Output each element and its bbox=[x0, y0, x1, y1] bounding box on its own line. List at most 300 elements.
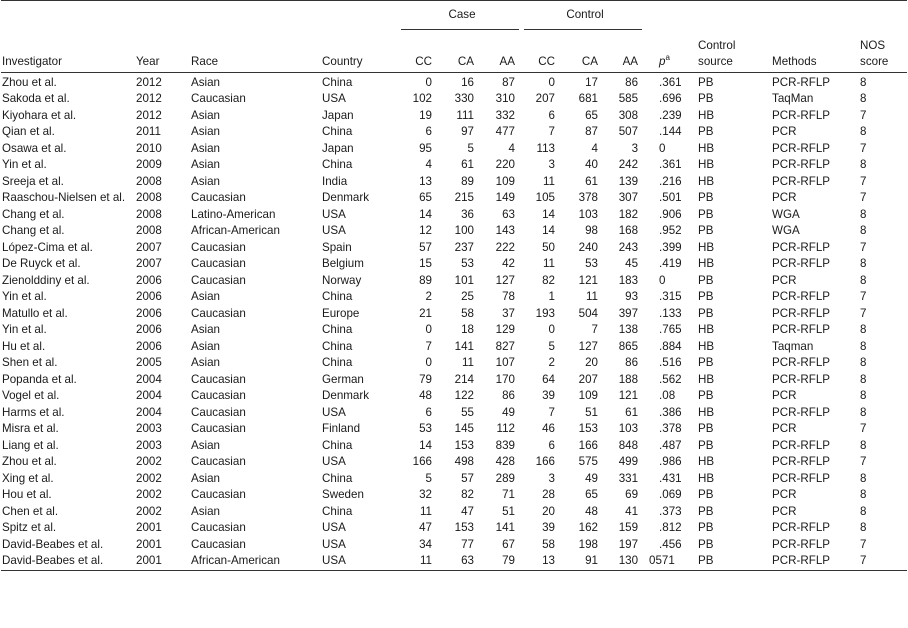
cell-p-value: .08 bbox=[659, 389, 676, 402]
cell-control-ca: 198 bbox=[578, 537, 598, 551]
cell-control-source: PB bbox=[698, 125, 714, 138]
cell-method: PCR-RFLP bbox=[772, 554, 831, 567]
cell-country: China bbox=[322, 356, 353, 369]
cell-control-source: PB bbox=[698, 389, 714, 402]
cell-case-cc: 21 bbox=[419, 306, 432, 320]
cell-control-ca: 207 bbox=[578, 372, 598, 386]
cell-case-aa: 86 bbox=[502, 389, 515, 402]
cell-control-cc: 207 bbox=[535, 92, 555, 105]
cell-investigator: Yin et al. bbox=[2, 323, 47, 336]
cell-case-cc: 95 bbox=[419, 141, 432, 155]
cell-method: PCR-RFLP bbox=[772, 323, 831, 336]
cell-year: 2002 bbox=[136, 471, 162, 485]
cell-race: Caucasian bbox=[191, 191, 246, 204]
cell-method: PCR-RFLP bbox=[772, 75, 831, 89]
column-header-row bbox=[1, 30, 907, 73]
cell-control-cc: 0 bbox=[548, 75, 555, 89]
cell-nos-score: 8 bbox=[860, 339, 867, 353]
cell-case-ca: 61 bbox=[461, 158, 474, 171]
cell-race: Asian bbox=[191, 504, 221, 518]
table-row bbox=[1, 537, 907, 554]
cell-case-cc: 12 bbox=[419, 224, 432, 237]
cell-p-value: .696 bbox=[659, 92, 682, 105]
cell-race: Caucasian bbox=[191, 372, 246, 386]
cell-case-aa: 143 bbox=[495, 224, 515, 237]
table-row bbox=[1, 174, 907, 191]
cell-case-cc: 6 bbox=[425, 125, 432, 138]
cell-case-aa: 289 bbox=[495, 471, 515, 485]
cell-case-ca: 63 bbox=[461, 554, 474, 567]
cell-case-cc: 0 bbox=[425, 323, 432, 336]
cell-case-cc: 47 bbox=[419, 521, 432, 534]
cell-case-ca: 47 bbox=[461, 504, 474, 518]
cell-case-cc: 2 bbox=[425, 290, 432, 303]
table-row bbox=[1, 157, 907, 174]
cell-control-source: HB bbox=[698, 323, 715, 336]
cell-case-ca: 57 bbox=[461, 471, 474, 485]
cell-nos-score: 8 bbox=[860, 257, 867, 270]
cell-control-aa: 188 bbox=[618, 372, 639, 386]
cell-case-aa: 67 bbox=[502, 537, 515, 551]
cell-method: PCR-RFLP bbox=[772, 290, 831, 303]
group-header-row bbox=[1, 1, 907, 30]
cell-method: PCR-RFLP bbox=[772, 471, 831, 485]
cell-case-aa: 839 bbox=[495, 438, 515, 452]
cell-investigator: Zienolddiny et al. bbox=[2, 273, 90, 287]
cell-control-source: PB bbox=[698, 504, 714, 518]
table-row bbox=[1, 240, 907, 257]
cell-control-aa: 865 bbox=[618, 339, 639, 353]
cell-method: PCR-RFLP bbox=[772, 306, 831, 320]
cell-p-value: .144 bbox=[659, 125, 682, 138]
cell-year: 2003 bbox=[136, 438, 162, 452]
cell-year: 2001 bbox=[136, 537, 162, 551]
cell-investigator: Sreeja et al. bbox=[2, 174, 64, 188]
cell-control-source: PB bbox=[698, 290, 714, 303]
cell-year: 2006 bbox=[136, 306, 162, 320]
cell-control-source: PB bbox=[698, 273, 714, 287]
cell-case-cc: 102 bbox=[412, 92, 432, 105]
cell-case-aa: 49 bbox=[502, 405, 515, 419]
cell-case-cc: 15 bbox=[419, 257, 432, 270]
cell-p-value: 0 bbox=[659, 273, 666, 287]
cell-case-aa: 37 bbox=[502, 306, 515, 320]
cell-control-aa: 182 bbox=[618, 207, 639, 221]
cell-method: PCR-RFLP bbox=[772, 521, 831, 534]
cell-investigator: Shen et al. bbox=[2, 356, 58, 369]
cell-control-aa: 397 bbox=[618, 306, 639, 320]
cell-investigator: Sakoda et al. bbox=[2, 92, 70, 105]
cell-year: 2007 bbox=[136, 257, 162, 270]
cell-nos-score: 8 bbox=[860, 224, 867, 237]
cell-race: Asian bbox=[191, 108, 221, 122]
cell-investigator: Matullo et al. bbox=[2, 306, 68, 320]
cell-nos-score: 7 bbox=[860, 455, 867, 468]
cell-investigator: Kiyohara et al. bbox=[2, 108, 77, 122]
cell-p-value: .419 bbox=[659, 257, 682, 270]
cell-p-value: .487 bbox=[659, 438, 682, 452]
col-control-source: Control source bbox=[698, 38, 736, 68]
cell-nos-score: 8 bbox=[860, 158, 867, 171]
cell-method: PCR bbox=[772, 191, 797, 204]
cell-case-aa: 79 bbox=[502, 554, 515, 567]
cell-year: 2008 bbox=[136, 207, 162, 221]
cell-control-source: PB bbox=[698, 191, 714, 204]
cell-control-cc: 64 bbox=[542, 372, 555, 386]
cell-control-aa: 121 bbox=[618, 389, 639, 402]
cell-control-ca: 7 bbox=[591, 323, 598, 336]
cell-case-cc: 34 bbox=[419, 537, 432, 551]
cell-year: 2006 bbox=[136, 323, 162, 336]
cell-control-aa: 159 bbox=[618, 521, 639, 534]
cell-control-aa: 138 bbox=[618, 323, 639, 336]
cell-case-ca: 89 bbox=[461, 174, 474, 188]
cell-method: PCR-RFLP bbox=[772, 537, 831, 551]
cell-country: China bbox=[322, 158, 353, 171]
cell-investigator: Vogel et al. bbox=[2, 389, 60, 402]
cell-year: 2012 bbox=[136, 108, 162, 122]
cell-control-cc: 3 bbox=[548, 471, 555, 485]
cell-year: 2009 bbox=[136, 158, 162, 171]
cell-investigator: Qian et al. bbox=[2, 125, 55, 138]
cell-case-ca: 16 bbox=[461, 75, 474, 89]
cell-p-value: .501 bbox=[659, 191, 682, 204]
cell-case-ca: 111 bbox=[456, 108, 474, 122]
cell-p-value: .906 bbox=[659, 207, 682, 221]
cell-nos-score: 8 bbox=[860, 273, 867, 287]
cell-control-ca: 49 bbox=[585, 471, 598, 485]
cell-country: Denmark bbox=[322, 191, 370, 204]
cell-control-cc: 39 bbox=[542, 389, 555, 402]
cell-control-ca: 11 bbox=[585, 290, 598, 303]
cell-method: PCR bbox=[772, 389, 797, 402]
cell-nos-score: 7 bbox=[860, 422, 867, 435]
table-row bbox=[1, 108, 907, 125]
cell-case-ca: 82 bbox=[461, 488, 474, 501]
cell-p-value: .069 bbox=[659, 488, 682, 501]
cell-race: Asian bbox=[191, 174, 221, 188]
cell-nos-score: 7 bbox=[860, 240, 867, 254]
cell-control-source: HB bbox=[698, 339, 715, 353]
cell-year: 2001 bbox=[136, 521, 162, 534]
col-country: Country bbox=[322, 54, 363, 68]
cell-case-cc: 14 bbox=[419, 438, 432, 452]
cell-nos-score: 8 bbox=[860, 323, 867, 336]
cell-investigator: Chang et al. bbox=[2, 224, 65, 237]
cell-p-value: .431 bbox=[659, 471, 682, 485]
cell-case-aa: 42 bbox=[502, 257, 515, 270]
cell-investigator: López-Cima et al. bbox=[2, 240, 93, 254]
cell-race: Caucasian bbox=[191, 405, 246, 419]
cell-race: Caucasian bbox=[191, 92, 246, 105]
cell-method: PCR bbox=[772, 273, 797, 287]
cell-case-ca: 330 bbox=[454, 92, 474, 105]
cell-case-ca: 53 bbox=[461, 257, 474, 270]
cell-control-ca: 87 bbox=[585, 125, 598, 138]
cell-nos-score: 8 bbox=[860, 438, 867, 452]
cell-control-source: HB bbox=[698, 405, 715, 419]
cell-nos-score: 8 bbox=[860, 488, 867, 501]
cell-case-aa: 141 bbox=[495, 521, 515, 534]
cell-year: 2007 bbox=[136, 240, 162, 254]
cell-control-source: PB bbox=[698, 537, 714, 551]
cell-control-aa: 93 bbox=[625, 290, 639, 303]
cell-case-aa: 222 bbox=[495, 240, 515, 254]
cell-country: USA bbox=[322, 92, 346, 105]
cell-race: Caucasian bbox=[191, 488, 246, 501]
cell-case-aa: 112 bbox=[496, 422, 515, 435]
cell-year: 2008 bbox=[136, 224, 162, 237]
cell-nos-score: 7 bbox=[860, 306, 867, 320]
cell-p-value: .399 bbox=[659, 240, 682, 254]
cell-case-ca: 77 bbox=[461, 537, 474, 551]
cell-method: PCR-RFLP bbox=[772, 356, 831, 369]
cell-p-value: .378 bbox=[659, 422, 682, 435]
cell-case-ca: 153 bbox=[454, 521, 474, 534]
cell-case-ca: 18 bbox=[461, 323, 474, 336]
cell-year: 2002 bbox=[136, 455, 162, 468]
cell-case-cc: 53 bbox=[419, 422, 432, 435]
cell-case-ca: 237 bbox=[454, 240, 474, 254]
cell-country: China bbox=[322, 125, 353, 138]
cell-case-ca: 100 bbox=[454, 224, 474, 237]
col-control-ca: CA bbox=[581, 54, 598, 68]
cell-country: USA bbox=[322, 224, 346, 237]
cell-country: Spain bbox=[322, 240, 352, 254]
cell-case-ca: 214 bbox=[454, 372, 474, 386]
cell-p-value: 0 bbox=[659, 141, 666, 155]
cell-control-cc: 14 bbox=[542, 224, 555, 237]
cell-country: China bbox=[322, 438, 353, 452]
cell-control-aa: 41 bbox=[625, 504, 639, 518]
cell-nos-score: 8 bbox=[860, 504, 867, 518]
cell-case-ca: 97 bbox=[461, 125, 474, 138]
cell-country: China bbox=[322, 471, 353, 485]
cell-case-aa: 51 bbox=[502, 504, 515, 518]
cell-control-ca: 91 bbox=[585, 554, 598, 567]
cell-investigator: David-Beabes et al. bbox=[2, 537, 104, 551]
cell-method: PCR-RFLP bbox=[772, 372, 831, 386]
cell-control-ca: 681 bbox=[578, 92, 598, 105]
cell-p-value: .361 bbox=[659, 158, 682, 171]
cell-control-ca: 61 bbox=[585, 174, 598, 188]
cell-case-ca: 153 bbox=[454, 438, 474, 452]
table-row bbox=[1, 504, 907, 521]
cell-control-aa: 183 bbox=[618, 273, 639, 287]
cell-control-aa: 197 bbox=[618, 537, 639, 551]
cell-race: Asian bbox=[191, 339, 221, 353]
cell-case-aa: 129 bbox=[495, 323, 515, 336]
cell-case-cc: 79 bbox=[419, 372, 432, 386]
cell-nos-score: 8 bbox=[860, 75, 867, 89]
cell-race: African-American bbox=[191, 224, 280, 237]
cell-case-aa: 71 bbox=[502, 488, 515, 501]
cell-control-cc: 13 bbox=[542, 554, 555, 567]
cell-race: Caucasian bbox=[191, 273, 246, 287]
col-control-cc: CC bbox=[538, 54, 555, 68]
cell-p-value: .239 bbox=[659, 108, 682, 122]
cell-method: PCR-RFLP bbox=[772, 455, 831, 468]
cell-case-cc: 7 bbox=[425, 339, 432, 353]
cell-control-ca: 65 bbox=[585, 108, 598, 122]
cell-case-aa: 220 bbox=[495, 158, 515, 171]
cell-nos-score: 8 bbox=[860, 207, 867, 221]
table-row bbox=[1, 520, 907, 537]
cell-control-aa: 507 bbox=[618, 125, 639, 138]
cell-nos-score: 7 bbox=[860, 537, 867, 551]
cell-control-ca: 109 bbox=[578, 389, 598, 402]
cell-case-ca: 58 bbox=[461, 306, 474, 320]
cell-case-ca: 498 bbox=[454, 455, 474, 468]
cell-case-aa: 149 bbox=[495, 191, 515, 204]
cell-race: Caucasian bbox=[191, 389, 246, 402]
cell-case-cc: 32 bbox=[419, 488, 432, 501]
cell-country: China bbox=[322, 339, 353, 353]
table-row bbox=[1, 72, 907, 91]
cell-race: Caucasian bbox=[191, 257, 246, 270]
cell-case-ca: 141 bbox=[454, 339, 474, 353]
cell-case-cc: 57 bbox=[419, 240, 432, 254]
cell-year: 2004 bbox=[136, 389, 162, 402]
cell-race: Latino-American bbox=[191, 207, 276, 221]
cell-case-cc: 6 bbox=[425, 405, 432, 419]
cell-investigator: Liang et al. bbox=[2, 438, 59, 452]
cell-case-cc: 11 bbox=[419, 504, 432, 518]
table-row bbox=[1, 141, 907, 158]
cell-case-cc: 48 bbox=[419, 389, 432, 402]
cell-control-source: HB bbox=[698, 158, 715, 171]
cell-year: 2008 bbox=[136, 191, 162, 204]
cell-country: USA bbox=[322, 537, 346, 551]
cell-country: Japan bbox=[322, 141, 354, 155]
cell-control-aa: 308 bbox=[618, 108, 639, 122]
cell-control-aa: 130 bbox=[618, 554, 639, 567]
cell-control-source: PB bbox=[698, 92, 714, 105]
cell-method: PCR-RFLP bbox=[772, 438, 831, 452]
table-row bbox=[1, 124, 907, 141]
cell-country: USA bbox=[322, 405, 346, 419]
cell-control-ca: 40 bbox=[585, 158, 598, 171]
cell-p-value: .986 bbox=[659, 455, 682, 468]
cell-control-source: PB bbox=[698, 554, 714, 567]
cell-method: PCR bbox=[772, 422, 797, 435]
cell-race: Caucasian bbox=[191, 422, 246, 435]
cell-p-value: .952 bbox=[659, 224, 682, 237]
cell-control-cc: 3 bbox=[548, 158, 555, 171]
cell-nos-score: 8 bbox=[860, 372, 867, 386]
cell-investigator: Spitz et al. bbox=[2, 521, 57, 534]
cell-p-value: .361 bbox=[659, 75, 682, 89]
meta-analysis-table bbox=[1, 0, 907, 571]
cell-nos-score: 8 bbox=[860, 405, 867, 419]
cell-control-aa: 69 bbox=[625, 488, 639, 501]
cell-case-cc: 4 bbox=[425, 158, 432, 171]
table-row bbox=[1, 487, 907, 504]
cell-investigator: Chen et al. bbox=[2, 504, 59, 518]
cell-nos-score: 8 bbox=[860, 521, 867, 534]
table-row bbox=[1, 355, 907, 372]
cell-control-ca: 153 bbox=[578, 422, 598, 435]
cell-control-ca: 127 bbox=[578, 339, 598, 353]
cell-control-cc: 28 bbox=[542, 488, 555, 501]
table-row bbox=[1, 91, 907, 108]
cell-method: PCR-RFLP bbox=[772, 174, 831, 188]
cell-investigator: Zhou et al. bbox=[2, 455, 57, 468]
table-row bbox=[1, 454, 907, 471]
cell-control-ca: 53 bbox=[585, 257, 598, 270]
cell-control-ca: 240 bbox=[578, 240, 598, 254]
cell-control-ca: 103 bbox=[578, 207, 598, 221]
cell-control-cc: 166 bbox=[535, 455, 555, 468]
cell-country: USA bbox=[322, 554, 346, 567]
cell-case-cc: 89 bbox=[419, 273, 432, 287]
cell-country: Sweden bbox=[322, 488, 364, 501]
cell-p-value: .456 bbox=[659, 537, 682, 551]
cell-case-ca: 101 bbox=[454, 273, 474, 287]
cell-control-cc: 1 bbox=[548, 290, 555, 303]
cell-case-aa: 827 bbox=[495, 339, 515, 353]
cell-control-cc: 7 bbox=[548, 125, 555, 138]
table-body bbox=[1, 72, 907, 570]
cell-case-cc: 0 bbox=[425, 75, 432, 89]
cell-country: China bbox=[322, 504, 353, 518]
cell-investigator: Yin et al. bbox=[2, 290, 47, 303]
cell-investigator: Xing et al. bbox=[2, 471, 54, 485]
cell-control-cc: 11 bbox=[542, 174, 555, 188]
cell-case-cc: 0 bbox=[425, 356, 432, 369]
cell-control-aa: 585 bbox=[618, 92, 639, 105]
cell-p-value: .315 bbox=[659, 290, 682, 303]
cell-control-aa: 307 bbox=[618, 191, 639, 204]
cell-control-source: HB bbox=[698, 257, 715, 270]
cell-control-ca: 51 bbox=[585, 405, 598, 419]
cell-control-source: HB bbox=[698, 240, 715, 254]
cell-control-cc: 0 bbox=[548, 323, 555, 336]
cell-investigator: Popanda et al. bbox=[2, 372, 77, 386]
cell-year: 2010 bbox=[136, 141, 162, 155]
cell-control-source: PB bbox=[698, 488, 714, 501]
cell-control-cc: 50 bbox=[542, 240, 555, 254]
cell-race: Asian bbox=[191, 158, 221, 171]
cell-investigator: Harms et al. bbox=[2, 405, 65, 419]
cell-country: Finland bbox=[322, 422, 361, 435]
cell-case-aa: 63 bbox=[502, 207, 515, 221]
cell-country: German bbox=[322, 372, 364, 386]
cell-race: African-American bbox=[191, 554, 280, 567]
cell-investigator: Chang et al. bbox=[2, 207, 65, 221]
table-row bbox=[1, 306, 907, 323]
cell-control-cc: 2 bbox=[548, 356, 555, 369]
cell-case-cc: 65 bbox=[419, 191, 432, 204]
cell-p-value: .812 bbox=[659, 521, 682, 534]
cell-control-source: PB bbox=[698, 224, 714, 237]
cell-investigator: Hu et al. bbox=[2, 339, 46, 353]
cell-case-aa: 78 bbox=[502, 290, 515, 303]
table-row bbox=[1, 223, 907, 240]
cell-case-aa: 477 bbox=[495, 125, 515, 138]
cell-case-cc: 166 bbox=[412, 455, 432, 468]
cell-control-ca: 20 bbox=[585, 356, 598, 369]
cell-case-aa: 332 bbox=[495, 108, 515, 122]
cell-race: Asian bbox=[191, 471, 221, 485]
cell-race: Asian bbox=[191, 75, 221, 89]
table-row bbox=[1, 273, 907, 290]
cell-control-source: HB bbox=[698, 174, 715, 188]
cell-control-cc: 113 bbox=[536, 141, 555, 155]
cell-nos-score: 8 bbox=[860, 92, 867, 105]
cell-case-ca: 36 bbox=[461, 207, 474, 221]
table-row bbox=[1, 289, 907, 306]
